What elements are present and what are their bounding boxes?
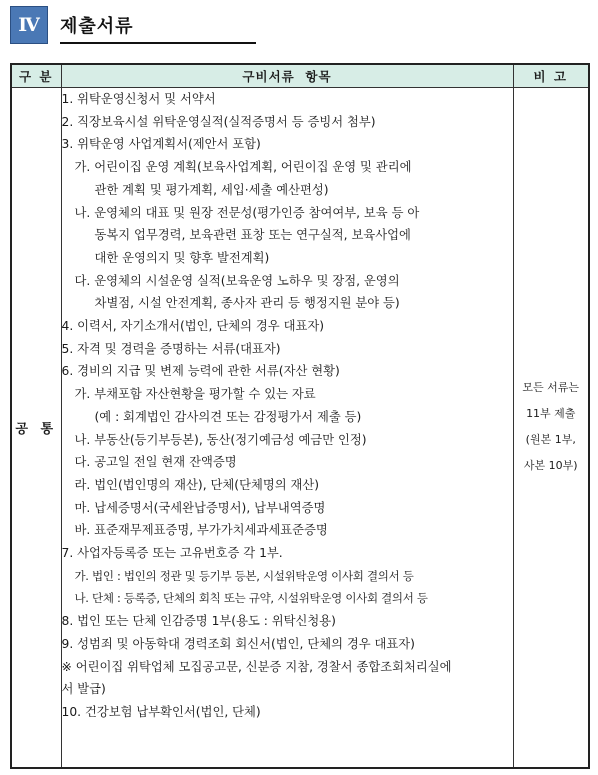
table-header-row (11, 64, 589, 88)
remark-line: (원본 1부, (525, 433, 576, 447)
list-item: 4. 이력서, 자기소개서(법인, 단체의 경우 대표자) (61, 319, 325, 334)
list-item: 다. 운영체의 시설운영 실적(보육운영 노하우 및 장점, 운영의 (74, 273, 400, 288)
list-item: 2. 직장보육시설 위탁운영실적(실적증명서 등 증빙서 첨부) (61, 114, 376, 129)
remark-line: 모든 서류는 (522, 381, 580, 395)
list-item: 나. 단체 : 등록증, 단체의 회칙 또는 규약, 시설위탁운영 이사회 결의서 등 (74, 591, 428, 606)
header-remark: 비 고 (513, 64, 589, 88)
list-item: 바. 표준재무제표증명, 부가가치세과세표준증명 (74, 523, 328, 538)
list-item: 동복지 업무경력, 보육관련 표창 또는 연구실적, 보육사업에 (94, 228, 411, 243)
header-category: 구 분 (11, 64, 61, 88)
section-number-badge: Ⅳ (10, 6, 48, 44)
list-item: 가. 법인 : 법인의 정관 및 등기부 등본, 시설위탁운영 이사회 결의서 등 (74, 568, 414, 583)
list-item: 가. 부채포함 자산현황을 평가할 수 있는 자료 (74, 387, 316, 402)
items-cell (61, 88, 513, 768)
section-title-underline (60, 42, 256, 44)
note-item: ※ 어린이집 위탁업체 모집공고문, 신분증 지참, 경찰서 종합조회처리실에 (61, 659, 452, 674)
list-item: 관한 계획 및 평가계획, 세입·세출 예산편성) (94, 182, 329, 197)
list-item: 1. 위탁운영신청서 및 서약서 (61, 92, 216, 106)
list-item: 가. 어린이집 운영 계획(보육사업계획, 어린이집 운영 및 관리에 (74, 160, 412, 175)
list-item: 차별점, 시설 안전계획, 종사자 관리 등 행정지원 분야 등) (94, 296, 400, 311)
list-item: 라. 법인(법인명의 재산), 단체(단체명의 재산) (74, 477, 320, 492)
list-item: 8. 법인 또는 단체 인감증명 1부(용도 : 위탁신청용) (61, 614, 336, 629)
header-items: 구비서류 항목 (61, 64, 513, 88)
remark-line: 사본 10부) (523, 459, 578, 473)
list-item: 10. 건강보험 납부확인서(법인, 단체) (61, 704, 261, 719)
list-item: 6. 경비의 지급 및 변제 능력에 관한 서류(자산 현황) (61, 364, 340, 379)
documents-table (10, 63, 590, 769)
list-item: 5. 자격 및 경력을 증명하는 서류(대표자) (61, 341, 281, 356)
remark-line: 11부 제출 (526, 407, 576, 421)
category-cell: 공 통 (11, 88, 61, 768)
section-header (10, 6, 250, 44)
list-item: 나. 부동산(등기부등본), 동산(정기예금성 예금만 인정) (74, 432, 367, 447)
remark-cell (513, 88, 589, 768)
list-item: 마. 납세증명서(국세완납증명서), 납부내역증명 (74, 500, 326, 515)
list-item: 대한 운영의지 및 향후 발전계획) (94, 250, 270, 265)
list-item: 7. 사업자등록증 또는 고유번호증 각 1부. (61, 546, 283, 561)
list-item: (예 : 회계법인 감사의견 또는 감정평가서 제출 등) (94, 409, 362, 424)
note-item-continuation: 서 발급) (61, 682, 106, 697)
list-item: 3. 위탁운영 사업계획서(제안서 포함) (61, 137, 261, 152)
list-item: 9. 성범죄 및 아동학대 경력조회 회신서(법인, 단체의 경우 대표자) (61, 636, 415, 651)
list-item: 나. 운영체의 대표 및 원장 전문성(평가인증 참여여부, 보육 등 아 (74, 205, 420, 220)
table-row-common (11, 88, 589, 768)
list-item: 다. 공고일 전일 현재 잔액증명 (74, 455, 237, 470)
section-title: 제출서류 (60, 16, 134, 37)
